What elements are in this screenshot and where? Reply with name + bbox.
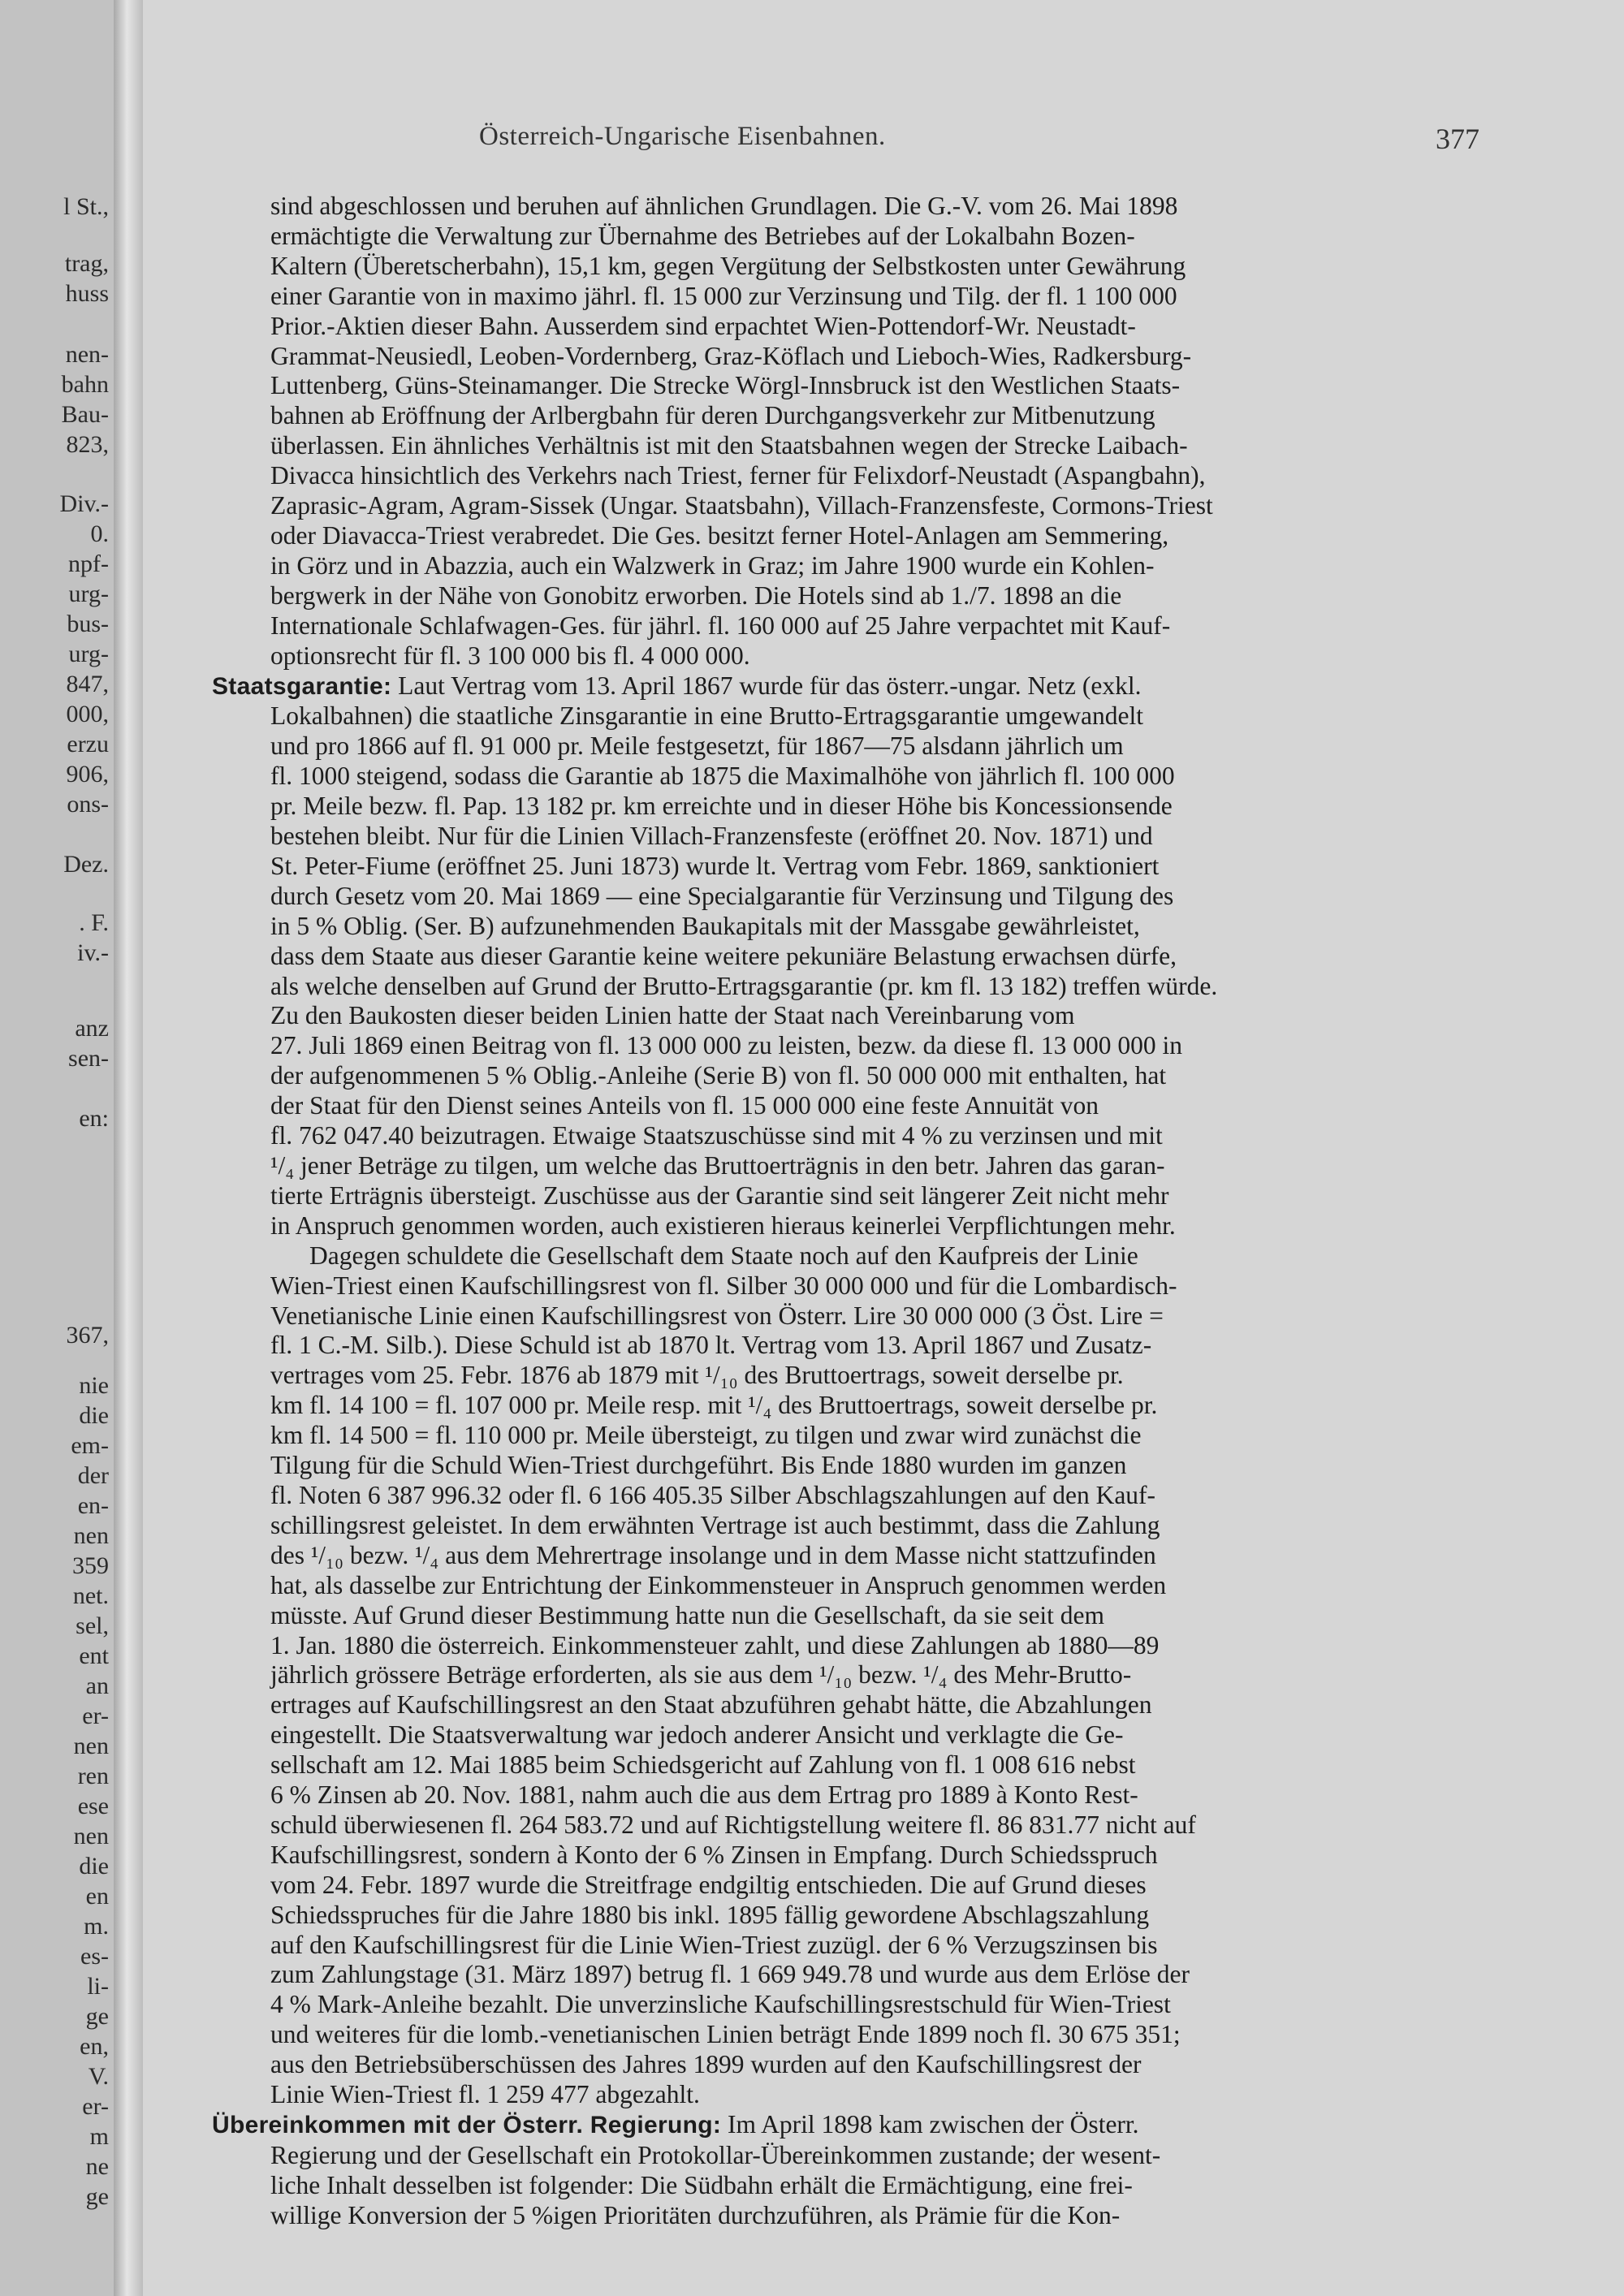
text-line: schuld überwiesenen fl. 264 583.72 und auf Richtigstellung weitere fl. 86 831.77 nicht auf	[270, 1810, 1196, 1839]
facing-page-fragment: 847,	[66, 671, 109, 697]
running-head: Österreich-Ungarische Eisenbahnen.	[479, 122, 886, 151]
facing-page-fragment: em-	[71, 1432, 109, 1459]
text-line: durch Gesetz vom 20. Mai 1869 — eine Specialgarantie für Verzinsung und Tilgung des	[270, 881, 1174, 910]
text-line: 4 % Mark-Anleihe bezahlt. Die unverzinsliche Kaufschillingsrestschuld für Wien-Triest	[270, 1990, 1171, 2019]
facing-page-fragment: an	[85, 1672, 109, 1699]
text-line: ¹/₄ jener Beträge zu tilgen, um welche das Bruttoerträgnis in den betr. Jahren das garan-	[270, 1151, 1165, 1180]
facing-page-fragment: m	[89, 2123, 109, 2150]
text-line: müsste. Auf Grund dieser Bestimmung hatte nun die Gesellschaft, da sie seit dem	[270, 1600, 1105, 1629]
facing-page-fragment: ren	[77, 1763, 109, 1789]
facing-page-fragment: iv.-	[77, 939, 109, 966]
text-line: Grammat-Neusiedl, Leoben-Vordernberg, Graz-Köflach und Lieboch-Wies, Radkersburg-	[270, 341, 1192, 370]
text-line: Linie Wien-Triest fl. 1 259 477 abgezahlt.	[270, 2080, 700, 2109]
text-line: Internationale Schlafwagen-Ges. für jährl. fl. 160 000 auf 25 Jahre verpachtet mit Kauf-	[270, 611, 1171, 640]
book-gutter	[114, 0, 143, 2296]
text-line: Wien-Triest einen Kaufschillingsrest von fl. Silber 30 000 000 und für die Lombardisch-	[270, 1271, 1177, 1300]
facing-page-fragment: er-	[82, 1703, 109, 1729]
text-line: vom 24. Febr. 1897 wurde die Streitfrage endgiltig entschieden. Die auf Grund dieses	[270, 1870, 1147, 1899]
text-line: ermächtigte die Verwaltung zur Übernahme des Betriebes auf der Lokalbahn Bozen-	[270, 221, 1135, 250]
facing-page-fragment: ne	[85, 2153, 109, 2180]
facing-page-fragment: ge	[85, 2003, 109, 2030]
paragraph-uebereinkommen	[212, 2110, 1531, 2231]
text-line: 1. Jan. 1880 die österreich. Einkommensteuer zahlt, und diese Zahlungen ab 1880—89	[270, 1630, 1160, 1659]
text-line	[212, 671, 1531, 702]
text-line: willige Konversion der 5 %igen Prioritäten durchzuführen, als Prämie für die Kon-	[270, 2200, 1121, 2229]
facing-page-fragment: 367,	[66, 1322, 109, 1349]
text-line: sellschaft am 12. Mai 1885 beim Schiedsgericht auf Zahlung von fl. 1 008 616 nebst	[270, 1750, 1136, 1780]
text-line: Prior.-Aktien dieser Bahn. Ausserdem sind erpachtet Wien-Pottendorf-Wr. Neustadt-	[270, 311, 1136, 340]
text-line: der Staat für den Dienst seines Anteils von fl. 15 000 000 eine feste Annuität von	[270, 1091, 1099, 1120]
facing-page-fragment: Div.-	[59, 490, 109, 517]
text-line: und pro 1866 auf fl. 91 000 pr. Meile festgesetzt, für 1867—75 alsdann jährlich um	[270, 732, 1124, 761]
facing-page-fragment: urg-	[68, 580, 109, 607]
facing-page-fragment: urg-	[68, 641, 109, 667]
text-line: Regierung und der Gesellschaft ein Protokollar-Übereinkommen zustande; der wesent-	[270, 2140, 1161, 2169]
facing-page-fragment: en,	[80, 2033, 109, 2060]
facing-page-fragment: en:	[79, 1105, 109, 1132]
text-line: Dagegen schuldete die Gesellschaft dem Staate noch auf den Kaufpreis der Linie	[309, 1241, 1138, 1270]
text-line: km fl. 14 100 = fl. 107 000 pr. Meile resp. mit ¹/₄ des Bruttoertrags, soweit derselbe pr.	[270, 1391, 1158, 1420]
facing-page-fragment: ons-	[67, 791, 109, 818]
text-line: als welche denselben auf Grund der Brutto-Ertragsgarantie (pr. km fl. 13 182) treffen würde.	[270, 971, 1218, 1000]
text-line: sind abgeschlossen und beruhen auf ähnlichen Grundlagen. Die G.-V. vom 26. Mai 1898	[270, 192, 1178, 220]
text-line: hat, als dasselbe zur Entrichtung der Einkommensteuer in Anspruch genommen werden	[270, 1570, 1167, 1599]
facing-page-fragment: nen	[73, 1733, 109, 1759]
facing-page-fragment: en-	[77, 1492, 109, 1519]
text-line: Lokalbahnen) die staatliche Zinsgarantie in eine Brutto-Ertragsgarantie umgewandelt	[270, 701, 1143, 731]
text-line: einer Garantie von in maximo jährl. fl. 15 000 zur Verzinsung und Tilg. der fl. 1 100 000	[270, 281, 1177, 310]
facing-page-fragment: die	[79, 1853, 109, 1880]
text-line: fl. 1 C.-M. Silb.). Diese Schuld ist ab 1870 lt. Vertrag vom 13. April 1867 und Zusatz-	[270, 1331, 1152, 1360]
facing-page-fragment: 906,	[66, 761, 109, 788]
paragraph-kaufschillingsrest	[270, 1241, 1531, 2110]
text-line: des ¹/₁₀ bezw. ¹/₄ aus dem Mehrertrage insolange und in dem Masse nicht stattzufinden	[270, 1540, 1156, 1569]
text-line: tierte Erträgnis übersteigt. Zuschüsse aus der Garantie sind seit längerer Zeit nicht mehr	[270, 1180, 1169, 1210]
facing-page-fragment: 823,	[66, 431, 109, 458]
facing-page-fragment: m.	[84, 1913, 109, 1940]
text-line: dass dem Staate aus dieser Garantie keine weitere pekuniäre Belastung erwachsen dürfe,	[270, 941, 1177, 970]
text-line: oder Diavacca-Triest verabredet. Die Ges. besitzt ferner Hotel-Anlagen am Semmering,	[270, 520, 1169, 550]
text-line: Zaprasic-Agram, Agram-Sissek (Ungar. Staatsbahn), Villach-Franzensfeste, Cormons-Triest	[270, 491, 1213, 520]
facing-page-fragment: 000,	[66, 701, 109, 727]
text-line: pr. Meile bezw. fl. Pap. 13 182 pr. km erreichte und in dieser Höhe bis Koncessionsende	[270, 792, 1173, 821]
text-line: in 5 % Oblig. (Ser. B) aufzunehmenden Baukapitals mit der Massgabe gewährleistet,	[270, 911, 1140, 940]
text-line: fl. Noten 6 387 996.32 oder fl. 6 166 405.35 Silber Abschlagszahlungen auf den Kauf-	[270, 1480, 1156, 1509]
facing-page-fragment: die	[79, 1402, 109, 1429]
text-line: liche Inhalt desselben ist folgender: Die Südbahn erhält die Ermächtigung, eine frei-	[270, 2170, 1133, 2199]
facing-page-fragment: bus-	[67, 611, 109, 637]
facing-page-fragment: bahn	[61, 371, 109, 398]
text-line: 6 % Zinsen ab 20. Nov. 1881, nahm auch die aus dem Ertrag pro 1889 à Konto Rest-	[270, 1780, 1138, 1810]
facing-page-fragment: sel,	[76, 1612, 109, 1639]
paragraph-body	[270, 701, 1531, 1241]
text-line: der aufgenommenen 5 % Oblig.-Anleihe (Serie B) von fl. 50 000 000 mit enthalten, hat	[270, 1061, 1167, 1090]
text-line: Zu den Baukosten dieser beiden Linien hatte der Staat nach Vereinbarung vom	[270, 1001, 1075, 1030]
facing-page-fragment: li-	[87, 1973, 109, 2000]
text-line: Divacca hinsichtlich des Verkehrs nach Triest, ferner für Felixdorf-Neustadt (Aspangbahn),	[270, 461, 1206, 490]
text-line: vertrages vom 25. Febr. 1876 ab 1879 mit ¹/₁₀ des Bruttoertrags, soweit derselbe pr.	[270, 1361, 1124, 1390]
text-line: fl. 762 047.40 beizutragen. Etwaige Staatszuschüsse sind mit 4 % zu verzinsen und mit	[270, 1121, 1163, 1150]
facing-page-margin	[0, 0, 114, 2296]
text-line: Luttenberg, Güns-Steinamanger. Die Strecke Wörgl-Innsbruck ist den Westlichen Staats-	[270, 371, 1181, 400]
paragraph-body	[270, 2141, 1531, 2231]
text-line: Schiedsspruches für die Jahre 1880 bis inkl. 1895 fällig gewordene Abschlagszahlung	[270, 1900, 1150, 1929]
facing-page-fragment: . F.	[79, 909, 109, 936]
text-line: Tilgung für die Schuld Wien-Triest durchgeführt. Bis Ende 1880 wurden im ganzen	[270, 1451, 1127, 1480]
facing-page-fragment: npf-	[68, 550, 109, 577]
facing-page-fragment: trag,	[64, 250, 109, 277]
facing-page-fragment: der	[77, 1462, 109, 1489]
text-line: St. Peter-Fiume (eröffnet 25. Juni 1873) wurde lt. Vertrag vom Febr. 1869, sanktioniert	[270, 851, 1160, 880]
facing-page-fragment: 0.	[90, 520, 109, 547]
facing-page-fragment: 359	[72, 1552, 109, 1579]
text-line: fl. 1000 steigend, sodass die Garantie ab 1875 die Maximalhöhe von jährlich fl. 100 000	[270, 762, 1175, 791]
facing-page-fragment: ge	[85, 2183, 109, 2210]
facing-page-fragment: net.	[72, 1582, 109, 1609]
facing-page-fragment: es-	[80, 1943, 109, 1970]
text-line: schillingsrest geleistet. In dem erwähnten Vertrage ist auch bestimmt, dass die Zahlung	[270, 1510, 1160, 1539]
paragraph-staatsgarantie	[212, 671, 1531, 1241]
text-line: und weiteres für die lomb.-venetianischen Linien beträgt Ende 1899 noch fl. 30 675 351;	[270, 2020, 1181, 2049]
facing-page-fragment: anz	[75, 1015, 109, 1042]
text-line: zum Zahlungstage (31. März 1897) betrug fl. 1 669 949.78 und wurde aus dem Erlöse der	[270, 1960, 1190, 1989]
text-line: Venetianische Linie einen Kaufschillingsrest von Österr. Lire 30 000 000 (3 Öst. Lire =	[270, 1301, 1164, 1330]
text-line: in Görz und in Abazzia, auch ein Walzwerk in Graz; im Jahre 1900 wurde ein Kohlen-	[270, 550, 1155, 580]
text-line: auf den Kaufschillingsrest für die Linie Wien-Triest zuzügl. der 6 % Verzugszinsen bis	[270, 1930, 1158, 1959]
facing-page-fragment: er-	[82, 2093, 109, 2120]
page-body	[212, 192, 1531, 2231]
facing-page-fragment: Dez.	[63, 851, 109, 878]
section-heading-staatsgarantie: Staatsgarantie:	[212, 672, 392, 700]
facing-page-fragment: nie	[79, 1372, 109, 1399]
facing-page-fragment: huss	[65, 280, 109, 307]
text-line: bestehen bleibt. Nur für die Linien Villach-Franzensfeste (eröffnet 20. Nov. 1871) und	[270, 822, 1153, 851]
text-line: optionsrecht für fl. 3 100 000 bis fl. 4 000 000.	[270, 641, 750, 670]
text-line-rest: Laut Vertrag vom 13. April 1867 wurde für das österr.-ungar. Netz (exkl.	[391, 671, 1142, 700]
facing-page-fragment: V.	[88, 2063, 109, 2090]
facing-page-fragment: ese	[77, 1793, 109, 1819]
page-number: 377	[1436, 123, 1479, 155]
text-line: km fl. 14 500 = fl. 110 000 pr. Meile übersteigt, zu tilgen und zwar wird zunächst die	[270, 1421, 1142, 1450]
text-line: in Anspruch genommen worden, auch existieren hieraus keinerlei Verpflichtungen mehr.	[270, 1211, 1176, 1240]
text-line: eingestellt. Die Staatsverwaltung war jedoch anderer Ansicht und verklagte die Ge-	[270, 1720, 1124, 1750]
text-line: ertrages auf Kaufschillingsrest an den Staat abzuführen gehabt hätte, die Abzahlungen	[270, 1690, 1152, 1720]
text-line: überlassen. Ein ähnliches Verhältnis ist mit den Staatsbahnen wegen der Strecke Laibach-	[270, 431, 1188, 460]
text-line: bergwerk in der Nähe von Gonobitz erworben. Die Hotels sind ab 1./7. 1898 an die	[270, 580, 1122, 610]
text-line: Kaufschillingsrest, sondern à Konto der 6 % Zinsen in Empfang. Durch Schiedsspruch	[270, 1840, 1158, 1869]
text-line	[212, 2110, 1531, 2141]
facing-page-fragment: nen-	[65, 341, 109, 368]
facing-page-fragment: en	[85, 1883, 109, 1910]
facing-page-fragment: l St.,	[63, 193, 109, 220]
facing-page-fragment: sen-	[68, 1045, 109, 1072]
text-line: bahnen ab Eröffnung der Arlbergbahn für deren Durchgangsverkehr zur Mitbenutzung	[270, 401, 1155, 430]
facing-page-fragment: ent	[79, 1642, 109, 1669]
section-heading-uebereinkommen: Übereinkommen mit der Österr. Regierung:	[212, 2112, 722, 2138]
text-line: jährlich grössere Beträge erforderten, als sie aus dem ¹/₁₀ bezw. ¹/₄ des Mehr-Brutto-	[270, 1660, 1132, 1690]
text-line: Kaltern (Überetscherbahn), 15,1 km, gegen Vergütung der Selbstkosten unter Gewährung	[270, 251, 1186, 280]
text-line: 27. Juli 1869 einen Beitrag von fl. 13 000 000 zu leisten, bezw. da diese fl. 13 000 000 in	[270, 1031, 1183, 1060]
paragraph-lokalbahnen	[270, 192, 1531, 671]
facing-page-fragment: erzu	[67, 731, 109, 757]
text-line: aus den Betriebsüberschüssen des Jahres 1899 wurden auf den Kaufschillingsrest der	[270, 2050, 1142, 2079]
facing-page-fragment: nen	[73, 1522, 109, 1549]
facing-page-fragment: Bau-	[61, 401, 109, 428]
text-line-rest: Im April 1898 kam zwischen der Österr.	[721, 2110, 1139, 2138]
facing-page-fragment: nen	[73, 1823, 109, 1849]
